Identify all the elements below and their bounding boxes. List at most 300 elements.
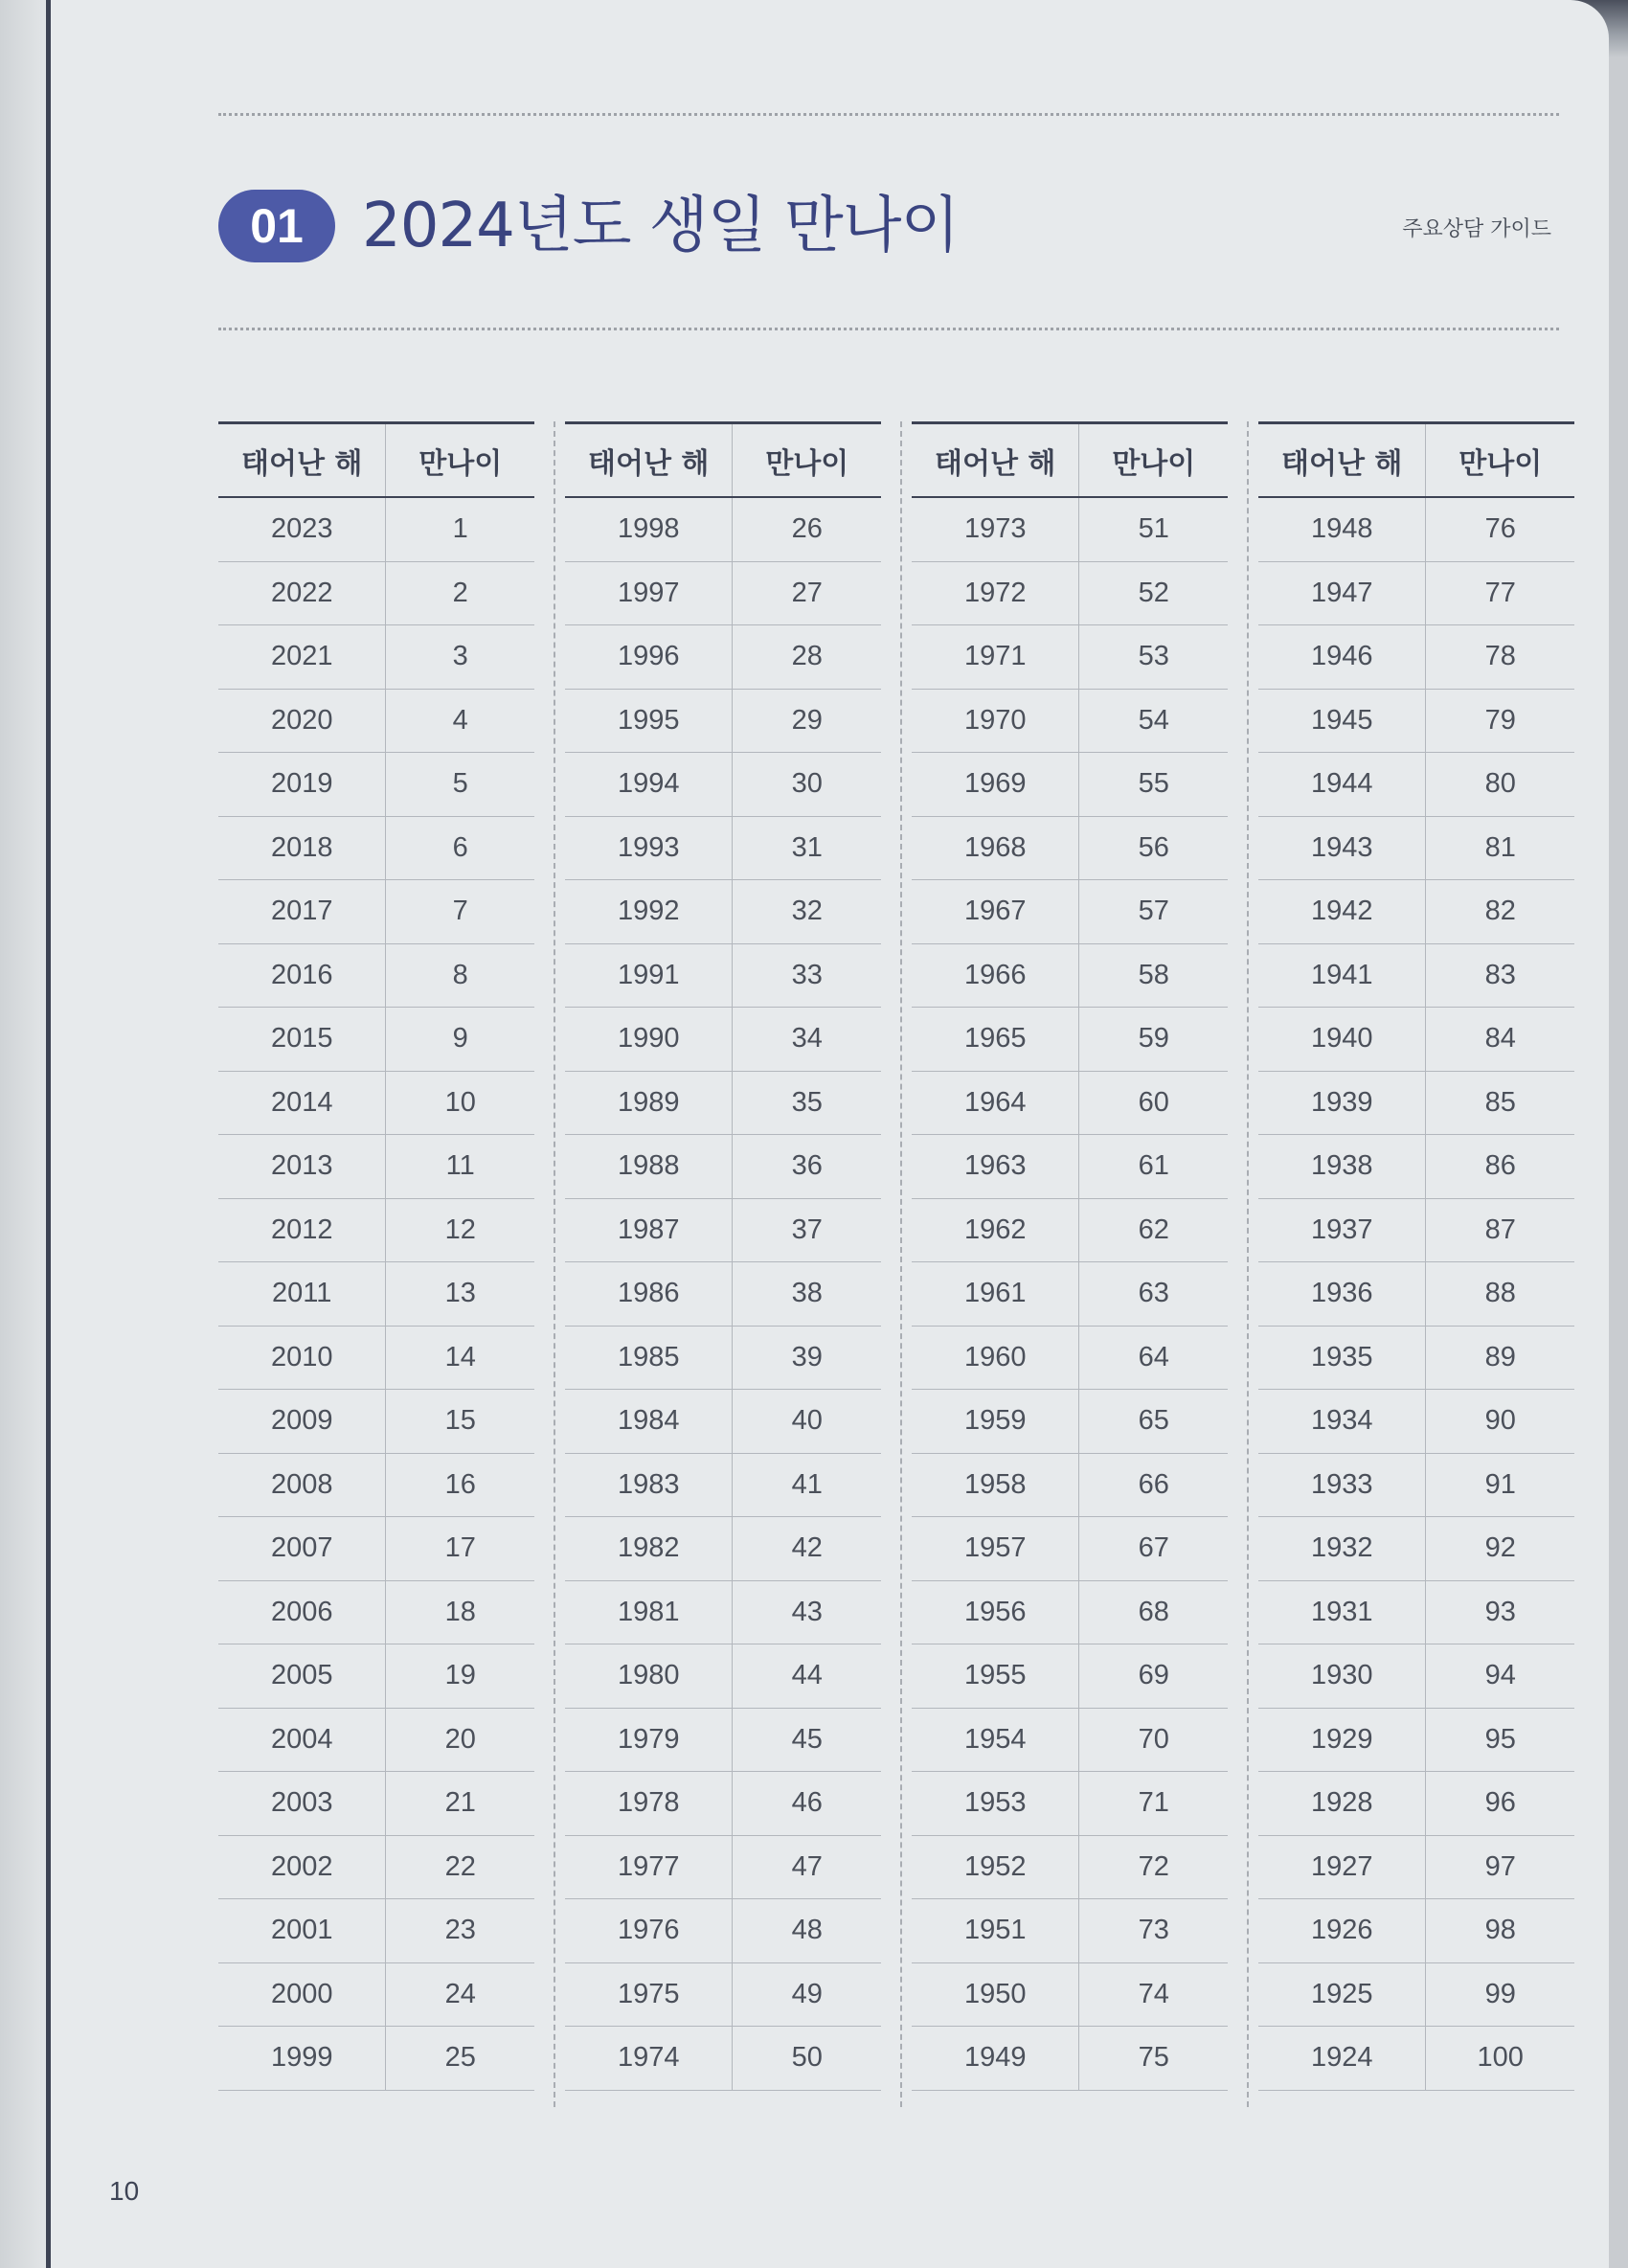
age-cell: 55 [1138,768,1169,800]
section-number-badge: 01 [218,190,335,262]
birth-year-cell: 1938 [1258,1135,1426,1198]
age-cell: 8 [452,959,468,990]
age-cell: 95 [1484,1723,1516,1755]
age-table-2 [565,421,881,2091]
table-row [912,1644,1228,1709]
birth-year-cell: 1931 [1258,1581,1426,1644]
birth-year-cell: 1961 [912,1262,1079,1326]
age-cell: 12 [444,1213,476,1245]
table-row [565,1454,881,1518]
birth-year-cell: 1984 [565,1390,733,1453]
table-row [218,944,534,1009]
table-row [218,1072,534,1136]
table-row [912,944,1228,1009]
table-row [565,817,881,881]
age-cell: 42 [791,1532,823,1564]
age-cell: 1 [452,513,468,545]
age-cell: 30 [791,768,823,800]
birth-year-cell: 1998 [565,498,733,561]
table-header-row [218,421,534,498]
table-row [1258,880,1574,944]
age-cell: 20 [444,1723,476,1755]
age-cell: 53 [1138,641,1169,672]
birth-year-cell: 2016 [218,944,386,1008]
birth-year-cell: 2020 [218,690,386,753]
birth-year-cell: 1973 [912,498,1079,561]
birth-year-cell: 2022 [218,562,386,625]
table-row [218,1390,534,1454]
table-row [565,1581,881,1645]
birth-year-cell: 1941 [1258,944,1426,1008]
header-birth-year: 태어난 해 [1258,424,1426,496]
age-cell: 65 [1138,1405,1169,1437]
age-cell: 6 [452,831,468,863]
table-row [218,1517,534,1581]
birth-year-cell: 2018 [218,817,386,880]
table-row [912,1454,1228,1518]
birth-year-cell: 2007 [218,1517,386,1580]
age-cell: 39 [791,1341,823,1372]
age-cell: 31 [791,831,823,863]
header-birth-year: 태어난 해 [218,424,386,496]
birth-year-cell: 1963 [912,1135,1079,1198]
table-row [565,753,881,817]
age-cell: 67 [1138,1532,1169,1564]
age-cell: 51 [1138,513,1169,545]
birth-year-cell: 1936 [1258,1262,1426,1326]
age-cell: 23 [444,1915,476,1946]
table-row [912,880,1228,944]
birth-year-cell: 1935 [1258,1327,1426,1390]
age-cell: 66 [1138,1468,1169,1500]
birth-year-cell: 2005 [218,1644,386,1708]
column-separator [900,421,902,2107]
age-cell: 81 [1484,831,1516,863]
age-cell: 64 [1138,1341,1169,1372]
birth-year-cell: 1957 [912,1517,1079,1580]
birth-year-cell: 2010 [218,1327,386,1390]
table-row [565,1899,881,1963]
birth-year-cell: 2011 [218,1262,386,1326]
age-cell: 89 [1484,1341,1516,1372]
table-row [912,1327,1228,1391]
birth-year-cell: 1944 [1258,753,1426,816]
birth-year-cell: 1979 [565,1709,733,1772]
age-cell: 49 [791,1978,823,2009]
birth-year-cell: 1997 [565,562,733,625]
table-row [565,944,881,1009]
table-row [565,1644,881,1709]
birth-year-cell: 1945 [1258,690,1426,753]
age-cell: 59 [1138,1023,1169,1055]
table-row [1258,1454,1574,1518]
table-row [912,625,1228,690]
age-cell: 76 [1484,513,1516,545]
age-cell: 5 [452,768,468,800]
birth-year-cell: 1975 [565,1963,733,2027]
age-table-3 [912,421,1228,2091]
age-cell: 13 [444,1278,476,1309]
birth-year-cell: 1948 [1258,498,1426,561]
table-header-row [912,421,1228,498]
age-cell: 26 [791,513,823,545]
age-cell: 38 [791,1278,823,1309]
table-row [565,498,881,562]
age-cell: 17 [444,1532,476,1564]
table-header-row [565,421,881,498]
age-cell: 94 [1484,1660,1516,1691]
header-age: 만나이 [1112,446,1196,481]
birth-year-cell: 1928 [1258,1772,1426,1835]
table-row [565,1963,881,2028]
table-row [1258,753,1574,817]
birth-year-cell: 1927 [1258,1836,1426,1899]
birth-year-cell: 2019 [218,753,386,816]
table-row [912,1709,1228,1773]
age-cell: 97 [1484,1850,1516,1882]
birth-year-cell: 2014 [218,1072,386,1135]
age-cell: 61 [1138,1150,1169,1182]
age-cell: 75 [1138,2042,1169,2074]
age-cell: 62 [1138,1213,1169,1245]
table-row [1258,2027,1574,2091]
birth-year-cell: 1987 [565,1199,733,1262]
birth-year-cell: 1950 [912,1963,1079,2027]
age-cell: 96 [1484,1787,1516,1819]
birth-year-cell: 1943 [1258,817,1426,880]
birth-year-cell: 1990 [565,1008,733,1071]
age-cell: 78 [1484,641,1516,672]
table-row [218,498,534,562]
birth-year-cell: 1976 [565,1899,733,1962]
age-cell: 70 [1138,1723,1169,1755]
age-table-1 [218,421,534,2091]
age-cell: 48 [791,1915,823,1946]
table-row [1258,1963,1574,2028]
age-cell: 77 [1484,577,1516,608]
table-row [218,1327,534,1391]
birth-year-cell: 1989 [565,1072,733,1135]
age-cell: 15 [444,1405,476,1437]
age-cell: 45 [791,1723,823,1755]
table-row [1258,625,1574,690]
birth-year-cell: 1964 [912,1072,1079,1135]
table-row [565,1072,881,1136]
age-cell: 22 [444,1850,476,1882]
table-row [1258,1262,1574,1327]
birth-year-cell: 1929 [1258,1709,1426,1772]
header-birth-year: 태어난 해 [912,424,1079,496]
column-separator [554,421,555,2107]
section-header [218,184,1559,280]
age-cell: 3 [452,641,468,672]
age-cell: 68 [1138,1596,1169,1627]
age-cell: 35 [791,1086,823,1118]
age-cell: 69 [1138,1660,1169,1691]
table-row [218,1709,534,1773]
table-row [218,1454,534,1518]
table-row [912,1008,1228,1072]
birth-year-cell: 2012 [218,1199,386,1262]
age-cell: 19 [444,1660,476,1691]
age-cell: 72 [1138,1850,1169,1882]
birth-year-cell: 1958 [912,1454,1079,1517]
age-cell: 21 [444,1787,476,1819]
age-cell: 74 [1138,1978,1169,2009]
table-row [218,1135,534,1199]
age-cell: 92 [1484,1532,1516,1564]
page-title: 2024년도 생일 만나이 [362,191,960,261]
age-cell: 79 [1484,704,1516,736]
birth-year-cell: 1933 [1258,1454,1426,1517]
age-cell: 33 [791,959,823,990]
birth-year-cell: 1953 [912,1772,1079,1835]
table-row [1258,1772,1574,1836]
birth-year-cell: 1988 [565,1135,733,1198]
age-cell: 32 [791,896,823,927]
table-row [565,1008,881,1072]
birth-year-cell: 1959 [912,1390,1079,1453]
table-row [218,1836,534,1900]
header-age: 만나이 [1458,446,1543,481]
birth-year-cell: 2013 [218,1135,386,1198]
age-cell: 84 [1484,1023,1516,1055]
age-cell: 87 [1484,1213,1516,1245]
table-row [912,1135,1228,1199]
birth-year-cell: 2008 [218,1454,386,1517]
age-cell: 80 [1484,768,1516,800]
table-row [1258,1135,1574,1199]
birth-year-cell: 1968 [912,817,1079,880]
table-row [1258,1517,1574,1581]
table-row [912,1772,1228,1836]
table-row [565,1836,881,1900]
age-cell: 90 [1484,1405,1516,1437]
age-cell: 36 [791,1150,823,1182]
table-row [218,1772,534,1836]
table-row [912,562,1228,626]
table-row [218,817,534,881]
age-cell: 18 [444,1596,476,1627]
birth-year-cell: 2017 [218,880,386,943]
table-row [218,1963,534,2028]
table-row [565,562,881,626]
table-row [1258,1199,1574,1263]
birth-year-cell: 1972 [912,562,1079,625]
birth-year-cell: 1978 [565,1772,733,1835]
age-cell: 9 [452,1023,468,1055]
birth-year-cell: 1995 [565,690,733,753]
table-row [218,1581,534,1645]
binding-spine [46,0,51,2268]
table-row [1258,1072,1574,1136]
table-row [1258,1644,1574,1709]
table-row [218,625,534,690]
age-cell: 91 [1484,1468,1516,1500]
birth-year-cell: 1930 [1258,1644,1426,1708]
birth-year-cell: 1932 [1258,1517,1426,1580]
table-row [565,880,881,944]
birth-year-cell: 1994 [565,753,733,816]
age-cell: 16 [444,1468,476,1500]
age-cell: 46 [791,1787,823,1819]
age-cell: 34 [791,1023,823,1055]
birth-year-cell: 1983 [565,1454,733,1517]
age-cell: 10 [444,1086,476,1118]
table-row [1258,498,1574,562]
birth-year-cell: 1942 [1258,880,1426,943]
birth-year-cell: 1946 [1258,625,1426,689]
birth-year-cell: 1951 [912,1899,1079,1962]
birth-year-cell: 2003 [218,1772,386,1835]
table-row [218,1008,534,1072]
birth-year-cell: 1952 [912,1836,1079,1899]
birth-year-cell: 2015 [218,1008,386,1071]
age-cell: 56 [1138,831,1169,863]
table-row [912,1072,1228,1136]
table-row [565,1517,881,1581]
table-row [1258,1581,1574,1645]
table-row [912,1581,1228,1645]
birth-year-cell: 1974 [565,2027,733,2090]
birth-year-cell: 1940 [1258,1008,1426,1071]
table-row [912,498,1228,562]
birth-year-cell: 1981 [565,1581,733,1644]
page-number: 10 [109,2176,140,2206]
birth-year-cell: 1969 [912,753,1079,816]
age-cell: 29 [791,704,823,736]
birth-year-cell: 1966 [912,944,1079,1008]
header-age: 만나이 [418,446,503,481]
age-cell: 27 [791,577,823,608]
age-cell: 28 [791,641,823,672]
table-row [565,625,881,690]
age-cell: 37 [791,1213,823,1245]
age-cell: 60 [1138,1086,1169,1118]
birth-year-cell: 1965 [912,1008,1079,1071]
birth-year-cell: 1939 [1258,1072,1426,1135]
birth-year-cell: 1947 [1258,562,1426,625]
birth-year-cell: 1970 [912,690,1079,753]
birth-year-cell: 1934 [1258,1390,1426,1453]
table-row [1258,1008,1574,1072]
table-row [1258,690,1574,754]
birth-year-cell: 2001 [218,1899,386,1962]
age-cell: 58 [1138,959,1169,990]
guide-label: 주요상담 가이드 [1402,217,1551,241]
age-cell: 82 [1484,896,1516,927]
table-row [912,1390,1228,1454]
age-cell: 41 [791,1468,823,1500]
birth-year-cell: 2004 [218,1709,386,1772]
table-row [912,1199,1228,1263]
birth-year-cell: 1949 [912,2027,1079,2090]
age-cell: 47 [791,1850,823,1882]
birth-year-cell: 1985 [565,1327,733,1390]
age-table-4 [1258,421,1574,2091]
age-cell: 99 [1484,1978,1516,2009]
table-row [565,1135,881,1199]
table-row [912,1836,1228,1900]
birth-year-cell: 1955 [912,1644,1079,1708]
age-cell: 25 [444,2042,476,2074]
birth-year-cell: 2002 [218,1836,386,1899]
birth-year-cell: 1993 [565,817,733,880]
birth-year-cell: 1960 [912,1327,1079,1390]
table-row [912,1517,1228,1581]
table-row [1258,1836,1574,1900]
table-row [218,562,534,626]
age-cell: 88 [1484,1278,1516,1309]
table-row [912,753,1228,817]
age-tables [192,421,1571,2117]
bottom-dotted-divider [218,328,1559,330]
table-row [218,753,534,817]
age-cell: 44 [791,1660,823,1691]
table-row [1258,944,1574,1009]
table-row [565,1709,881,1773]
table-row [1258,817,1574,881]
birth-year-cell: 2021 [218,625,386,689]
table-row [1258,562,1574,626]
age-cell: 7 [452,896,468,927]
age-cell: 14 [444,1341,476,1372]
header-age: 만나이 [765,446,849,481]
binding-margin [0,0,46,2268]
age-cell: 63 [1138,1278,1169,1309]
birth-year-cell: 1954 [912,1709,1079,1772]
age-cell: 40 [791,1405,823,1437]
table-row [218,2027,534,2091]
age-cell: 57 [1138,896,1169,927]
table-row [218,690,534,754]
birth-year-cell: 1971 [912,625,1079,689]
age-cell: 24 [444,1978,476,2009]
table-row [565,1199,881,1263]
birth-year-cell: 1967 [912,880,1079,943]
table-row [1258,1709,1574,1773]
table-row [565,1327,881,1391]
age-cell: 52 [1138,577,1169,608]
birth-year-cell: 1977 [565,1836,733,1899]
birth-year-cell: 2006 [218,1581,386,1644]
table-row [912,1963,1228,2028]
age-cell: 50 [791,2042,823,2074]
age-cell: 100 [1477,2042,1524,2074]
table-row [565,2027,881,2091]
table-row [1258,1390,1574,1454]
age-cell: 93 [1484,1596,1516,1627]
age-cell: 11 [445,1150,475,1182]
table-row [218,1262,534,1327]
table-row [218,880,534,944]
table-row [1258,1899,1574,1963]
birth-year-cell: 1991 [565,944,733,1008]
birth-year-cell: 1999 [218,2027,386,2090]
birth-year-cell: 2023 [218,498,386,561]
top-dotted-divider [218,113,1559,116]
age-cell: 43 [791,1596,823,1627]
table-row [912,1262,1228,1327]
age-cell: 85 [1484,1086,1516,1118]
birth-year-cell: 2000 [218,1963,386,2027]
age-cell: 71 [1138,1787,1169,1819]
column-separator [1247,421,1249,2107]
table-row [218,1199,534,1263]
table-row [565,1772,881,1836]
birth-year-cell: 1925 [1258,1963,1426,2027]
birth-year-cell: 1986 [565,1262,733,1326]
